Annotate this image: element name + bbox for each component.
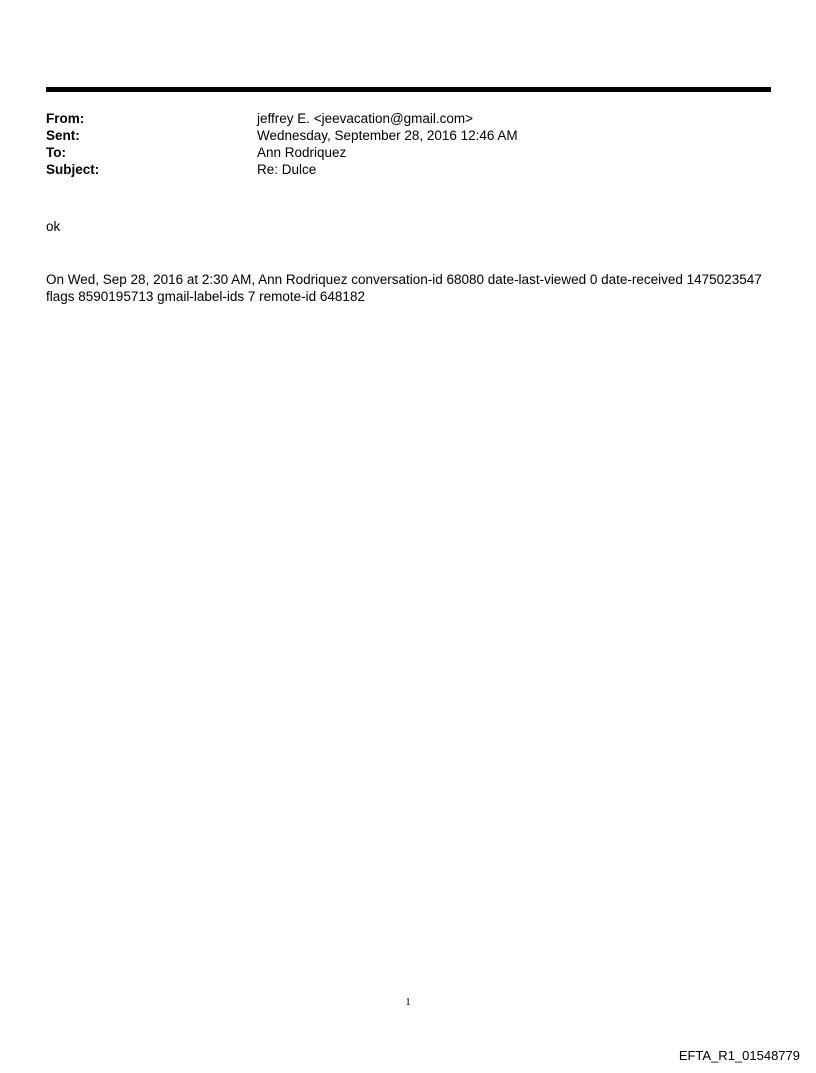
- header-row-to: [46, 144, 766, 161]
- sent-value: Wednesday, September 28, 2016 12:46 AM: [257, 128, 518, 143]
- quoted-reply-line: On Wed, Sep 28, 2016 at 2:30 AM, Ann Rodriquez conversation-id 68080 date-last-viewed 0 date-received 1475023547 flags 8590195713 gmail-label-ids 7 remote-id 648182: [46, 272, 762, 304]
- header-row-sent: [46, 127, 766, 144]
- header-row-subject: [46, 161, 766, 178]
- document-id: EFTA_R1_01548779: [678, 1048, 800, 1063]
- to-label: To:: [46, 145, 66, 160]
- to-value: Ann Rodriquez: [257, 145, 347, 160]
- from-value: jeffrey E. <jeevacation@gmail.com>: [257, 111, 474, 126]
- page-number: 1: [405, 996, 411, 1008]
- header-divider: [46, 87, 771, 92]
- sent-label: Sent:: [46, 128, 80, 143]
- subject-value: Re: Dulce: [257, 162, 317, 177]
- email-header: [46, 110, 766, 178]
- email-body: ok: [46, 219, 61, 234]
- from-label: From:: [46, 111, 85, 126]
- subject-label: Subject:: [46, 162, 100, 177]
- header-row-from: [46, 110, 766, 127]
